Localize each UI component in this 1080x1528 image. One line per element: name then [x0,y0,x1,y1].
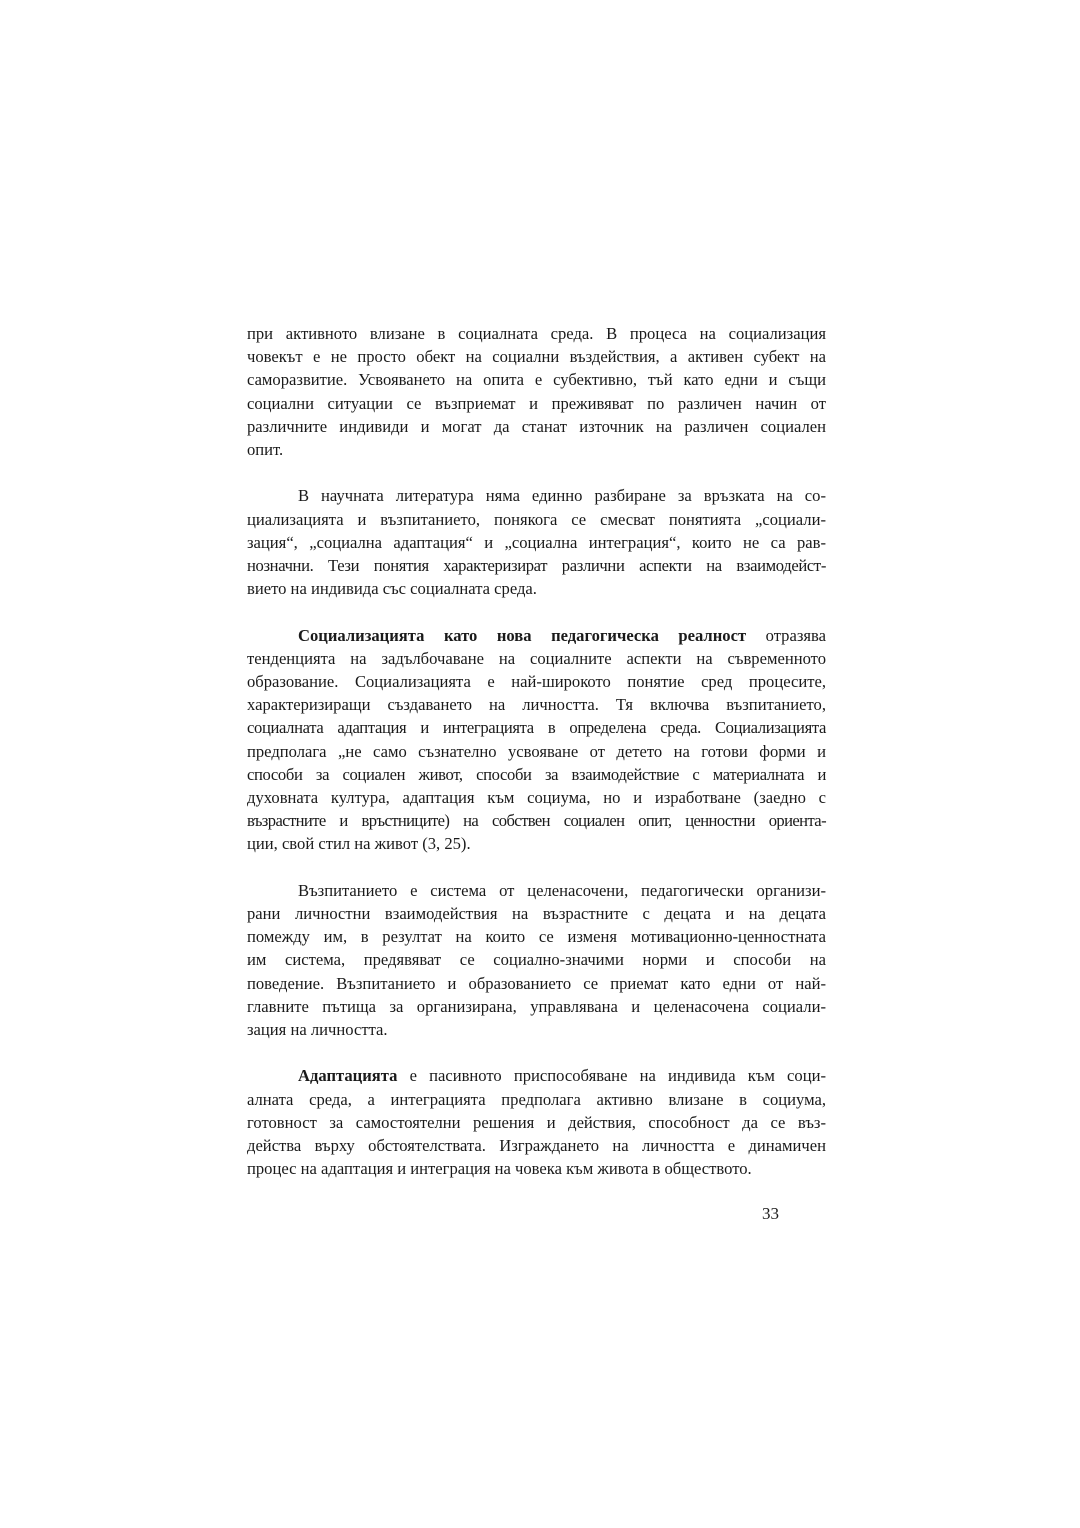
text-line: духовната култура, адаптация към социума, но и изработване (заедно с [247,788,826,808]
text-line: различните индивиди и могат да станат източник на различен социален [247,416,826,436]
text-line: саморазвитие. Усвояването на опита е субективно, тъй като едни и същи [247,370,826,390]
page-number: 33 [762,1204,779,1223]
text-line: опит. [247,440,284,460]
text-line: главните пътища за организирана, управлявана и целенасочена социали- [247,996,826,1016]
text-line: ции, свой стил на живот (3, 25). [247,834,471,854]
text-line: рани личностни взаимодействия на възрастните с децата и на децата [247,904,826,924]
text-run: е пасивното приспособяване на индивида към соци- [397,1066,826,1086]
text-line: тенденцията на задълбочаване на социалните аспекти на съвременното [247,648,826,668]
body-text [247,322,826,1180]
text-line: способи за социален живот, способи за взаимодействие с материалната и [247,764,826,784]
text-line: характеризиращи създаването на личността. Тя включва възпитанието, [247,695,826,715]
text-line [247,1064,826,1087]
text-line: образование. Социализацията е най-широкото понятие сред процесите, [247,672,826,692]
text-line: възрастните и връстниците) на собствен социален опит, ценностни ориента- [247,811,826,831]
text-line: действа върху обстоятелствата. Изграждането на личността е динамичен [247,1136,826,1156]
text-line: алната среда, а интеграцията предполага активно влизане в социума, [247,1089,826,1109]
text-line [247,624,826,647]
text-line: зация“, „социална адаптация“ и „социална интеграция“, които не са рав- [247,532,826,552]
text-line: им система, предявяват се социално-значими норми и способи на [247,950,826,970]
bold-term: Социализацията като нова педагогическа реалност [298,625,747,645]
text-run: отразява [746,625,826,645]
text-line: нозначни. Тези понятия характеризират различни аспекти на взаимодейст- [247,556,826,576]
text-line: вието на индивида със социалната среда. [247,579,537,599]
paragraph-3 [247,624,826,856]
text-line: циализацията и възпитанието, понякога се смесват понятията „социали- [247,509,826,529]
text-line: Възпитанието е система от целенасочени, педагогически организи- [298,880,826,900]
text-line: помежду им, в резултат на които се изменя мотивационно-ценностната [247,927,826,947]
text-line: поведение. Възпитанието и образованието се приемат като едни от най- [247,973,826,993]
text-line: човекът е не просто обект на социални въздействия, а активен субект на [247,347,826,367]
text-line: В научната литература няма единно разбиране за връзката на со- [298,486,826,506]
bold-term: Адаптацията [298,1066,398,1086]
text-line: при активното влизане в социалната среда. В процеса на социализация [247,324,826,343]
paragraph-5 [247,1064,826,1180]
text-line: социалната адаптация и интеграцията в определена среда. Социализацията [247,718,826,738]
paragraph-1 [247,322,826,461]
text-line: готовност за самостоятелни решения и действия, способност да се въз- [247,1112,826,1132]
paragraph-2 [247,484,826,600]
text-line: зация на личността. [247,1020,388,1040]
text-line: процес на адаптация и интеграция на човека към живота в обществото. [247,1159,752,1179]
paragraph-4 [247,879,826,1041]
text-line: социални ситуации се възприемат и преживяват по различен начин от [247,393,826,413]
text-line: предполага „не само съзнателно усвояване от детето на готови форми и [247,741,826,761]
